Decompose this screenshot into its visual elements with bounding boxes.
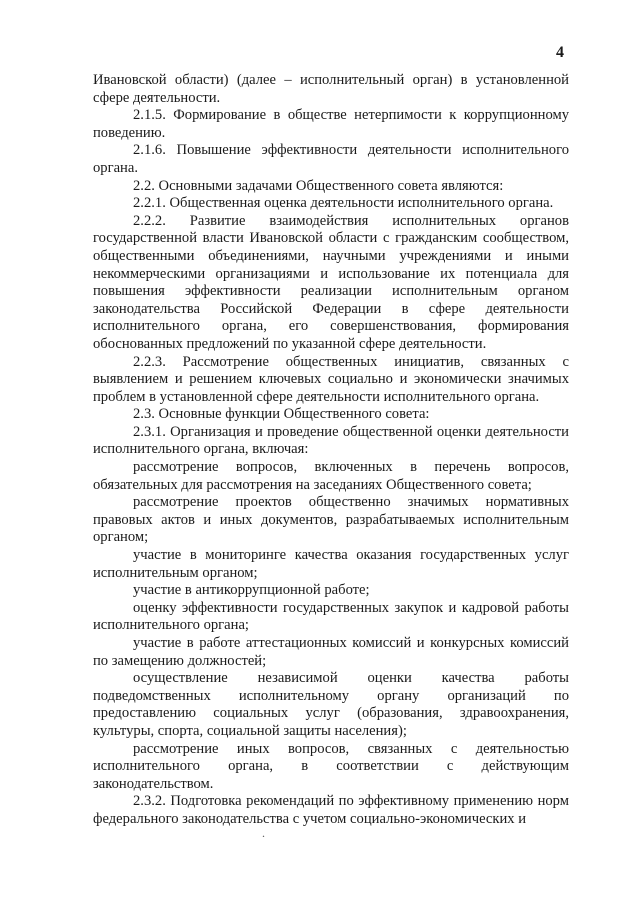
scan-mark: . bbox=[262, 826, 265, 840]
paragraph-2-3: 2.3. Основные функции Общественного совета: bbox=[133, 406, 430, 423]
paragraph-2-1-5: 2.1.5. Формирование в обществе нетерпимости к коррупционному поведению. bbox=[93, 107, 569, 141]
list-item-6: участие в работе аттестационных комиссий и конкурсных комиссий по замещению должностей; bbox=[93, 635, 569, 669]
paragraph-2-3-2: 2.3.2. Подготовка рекомендаций по эффективному применению норм федерального законодательства с учетом социально-экономических и bbox=[93, 793, 569, 827]
list-item-8: рассмотрение иных вопросов, связанных с деятельностью исполнительного органа, в соответствии с действующим законодательством. bbox=[93, 740, 569, 792]
document-body bbox=[93, 72, 569, 829]
list-item-3: участие в мониторинге качества оказания государственных услуг исполнительным органом; bbox=[93, 547, 569, 581]
paragraph-2-2: 2.2. Основными задачами Общественного совета являются: bbox=[133, 177, 504, 194]
page-number: 4 bbox=[556, 44, 564, 61]
paragraph-2-2-2: 2.2.2. Развитие взаимодействия исполнительных органов государственной власти Ивановской области с гражданским сообществом, общественными объединениями, научными учреждениями и иными некоммерческими организациями и использование их потенциала для повышения эффективности реализации исполнительным органом законодательства Российской Федерации в сфере деятельности исполнительного органа, его совершенствования, формирования обоснованных предложений по указанной сфере деятельности. bbox=[93, 212, 569, 352]
paragraph-2-3-1: 2.3.1. Организация и проведение общественной оценки деятельности исполнительного органа, включая: bbox=[93, 423, 569, 458]
list-item-2: рассмотрение проектов общественно значимых нормативных правовых актов и иных документов, разрабатываемых исполнительным органом; bbox=[93, 494, 569, 546]
list-item-5: оценку эффективности государственных закупок и кадровой работы исполнительного органа; bbox=[93, 599, 569, 634]
list-item-7: осуществление независимой оценки качества работы подведомственных исполнительному органу организаций по предоставлению социальных услуг (образования, здравоохранения, культуры, спорта, социальной защиты населения); bbox=[93, 670, 569, 739]
list-item-1: рассмотрение вопросов, включенных в перечень вопросов, обязательных для рассмотрения на заседаниях Общественного совета; bbox=[93, 459, 569, 493]
paragraph-2-2-1: 2.2.1. Общественная оценка деятельности исполнительного органа. bbox=[133, 195, 554, 212]
paragraph-2-1-6: 2.1.6. Повышение эффективности деятельности исполнительного органа. bbox=[93, 142, 569, 176]
list-item-4: участие в антикоррупционной работе; bbox=[133, 582, 370, 599]
paragraph-intro: Ивановской области) (далее – исполнительный орган) в установленной сфере деятельности. bbox=[93, 72, 569, 106]
paragraph-2-2-3: 2.2.3. Рассмотрение общественных инициатив, связанных с выявлением и решением ключевых социально и экономически значимых проблем в установленной сфере деятельности исполнительного органа. bbox=[93, 353, 569, 405]
